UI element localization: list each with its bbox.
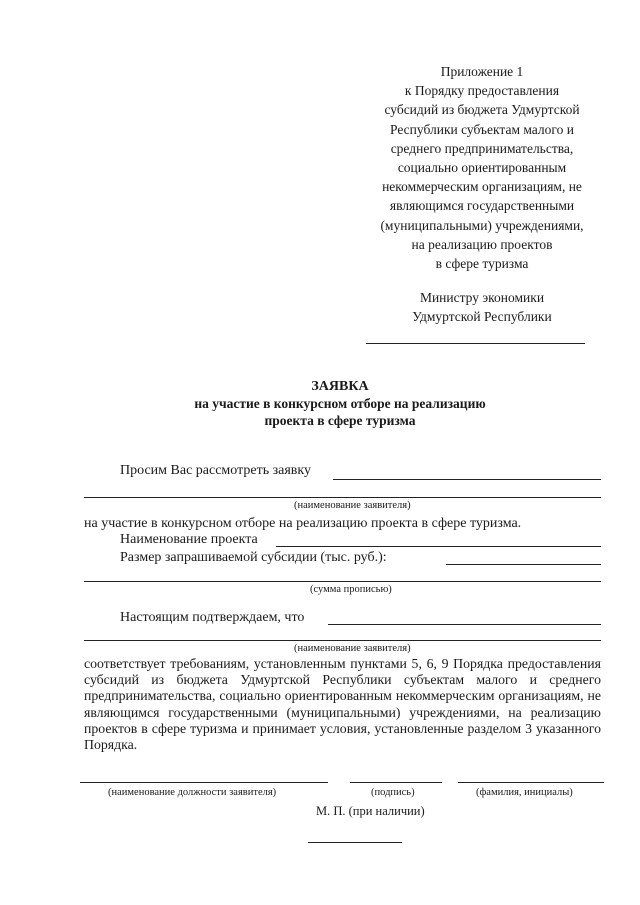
position-field[interactable]: [80, 782, 328, 783]
appendix-line: Приложение 1: [440, 64, 524, 79]
addressee-block: [362, 288, 602, 326]
signature-caption: (подпись): [371, 787, 415, 798]
confirm-field[interactable]: [328, 624, 601, 625]
applicant-name-field-2[interactable]: [84, 640, 601, 641]
appendix-line: некоммерческим организациям, не: [382, 179, 582, 195]
signature-field[interactable]: [350, 782, 442, 783]
appendix-line: (муниципальными) учреждениями,: [380, 217, 584, 233]
stamp-label: М. П. (при наличии): [316, 804, 425, 818]
appendix-line: на реализацию проектов: [411, 236, 553, 252]
appendix-line: Республики субъектам малого и: [390, 121, 574, 137]
title-main: ЗАЯВКА: [311, 379, 369, 394]
applicant-name-field[interactable]: [84, 497, 601, 498]
name-field[interactable]: [458, 782, 604, 783]
appendix-header: [362, 62, 602, 273]
subsidy-amount-field[interactable]: [446, 564, 601, 565]
confirm-label: Настоящим подтверждаем, что: [120, 610, 305, 625]
addressee-line-1: Министру экономики: [419, 290, 545, 305]
addressee-line-2: Удмуртской Республики: [412, 309, 552, 324]
project-name-field[interactable]: [276, 546, 601, 547]
project-label: Наименование проекта: [120, 532, 258, 547]
subsidy-words-field[interactable]: [84, 581, 601, 582]
appendix-line: социально ориентированным: [397, 160, 567, 176]
appendix-line: среднего предпринимательства,: [390, 140, 574, 156]
appendix-line: являющимся государственными: [389, 198, 575, 214]
request-field[interactable]: [333, 479, 601, 480]
appendix-line: субсидий из бюджета Удмуртской: [384, 102, 580, 118]
document-title: [80, 378, 600, 429]
title-sub-2: проекта в сфере туризма: [264, 413, 416, 428]
addressee-name-field[interactable]: [366, 343, 585, 344]
sum-caption: (сумма прописью): [310, 584, 392, 595]
name-caption: (фамилия, инициалы): [476, 787, 573, 798]
title-sub-1: на участие в конкурсном отборе на реализацию: [194, 396, 486, 411]
footer-divider: [308, 842, 402, 843]
compliance-paragraph: соответствует требованиям, установленным пунктами 5, 6, 9 Порядка предоставления субсидий из бюджета Удмуртской Республики субъектам малого и среднего предпринимательства, социально ориентированным некоммерческим организациям, не являющимся государственными (муниципальными) учреждениями, на реализацию проектов в сфере туризма и принимает условия, установленные разделом 3 указанного Порядка.: [84, 656, 601, 753]
participation-text: на участие в конкурсном отборе на реализацию проекта в сфере туризма.: [84, 516, 522, 531]
position-caption: (наименование должности заявителя): [108, 787, 277, 798]
applicant-caption: (наименование заявителя): [294, 500, 411, 511]
applicant-caption-2: (наименование заявителя): [294, 643, 411, 654]
subsidy-label: Размер запрашиваемой субсидии (тыс. руб.):: [120, 550, 387, 565]
request-label: Просим Вас рассмотреть заявку: [120, 463, 312, 478]
appendix-line: к Порядку предоставления: [404, 83, 560, 99]
appendix-line: в сфере туризма: [435, 256, 529, 272]
